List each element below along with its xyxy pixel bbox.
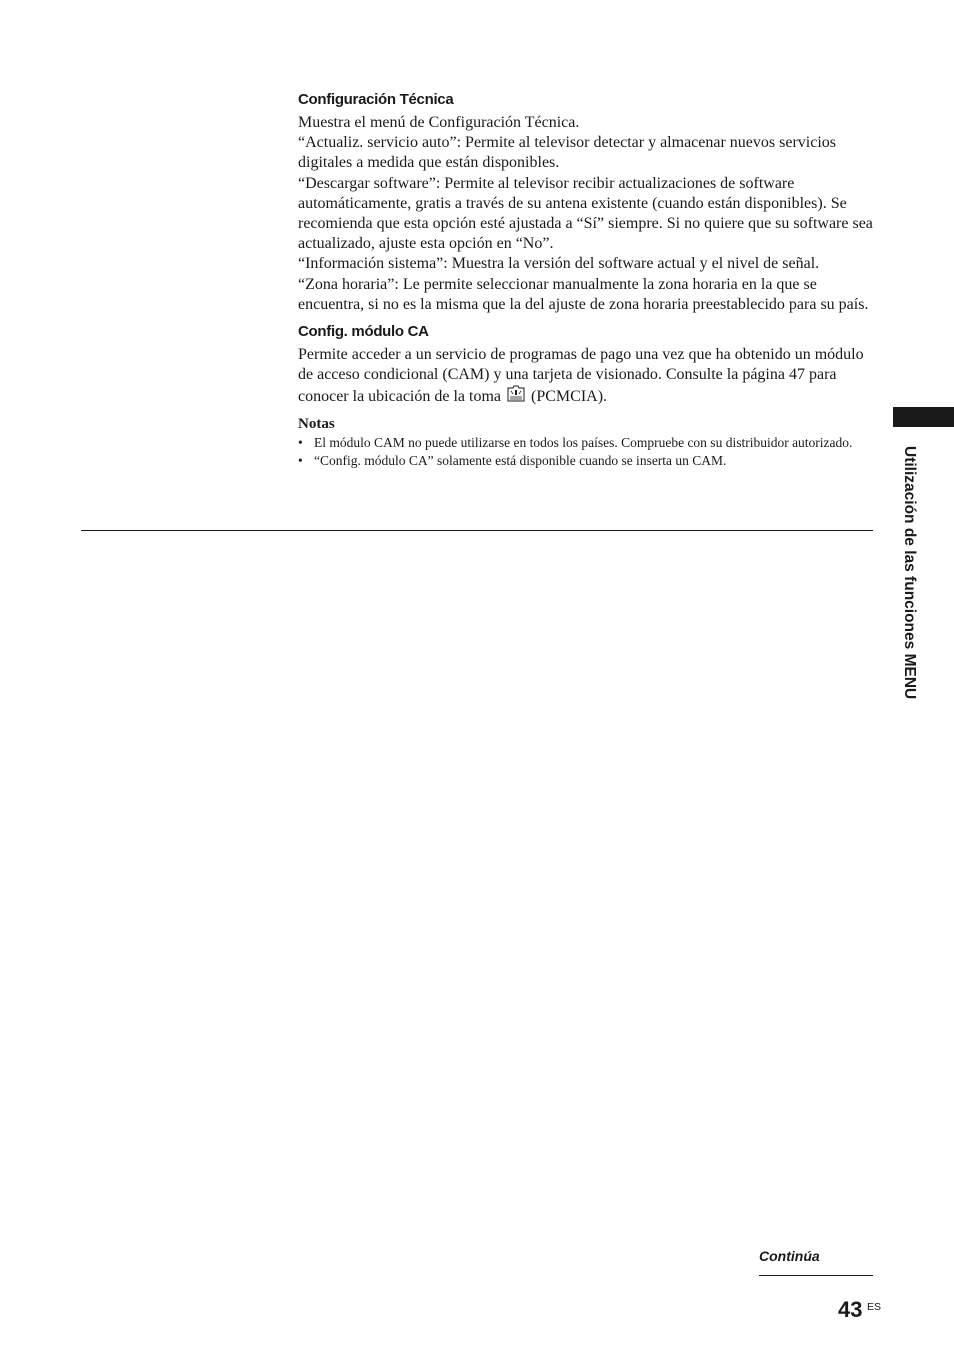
notes-title: Notas bbox=[298, 415, 335, 432]
notes-list bbox=[298, 434, 873, 470]
section-divider bbox=[81, 530, 873, 531]
page-number: 43 bbox=[838, 1297, 863, 1322]
paragraph-text: (PCMCIA). bbox=[531, 388, 608, 406]
paragraph: “Información sistema”: Muestra la versión del software actual y el nivel de señal. bbox=[298, 255, 820, 273]
paragraph-text: Permite acceder a un servicio de programas de pago una vez que ha obtenido un módulo de acceso condicional (CAM) y una tarjeta de visionado. Consulte la página 47 para conocer la ubicación de la toma bbox=[298, 346, 864, 406]
side-tab-marker bbox=[893, 407, 954, 427]
paragraph: “Actualiz. servicio auto”: Permite al televisor detectar y almacenar nuevos servicios digitales a medida que están disponibles. bbox=[298, 134, 836, 172]
continua-label: Continúa bbox=[759, 1248, 820, 1264]
footer-divider bbox=[759, 1275, 873, 1276]
side-tab-label: Utilización de las funciones MENU bbox=[901, 446, 918, 700]
language-code: ES bbox=[867, 1301, 882, 1313]
note-item: • El módulo CAM no puede utilizarse en todos los países. Compruebe con su distribuidor autorizado. bbox=[298, 434, 873, 452]
paragraph bbox=[298, 345, 873, 410]
paragraph: “Descargar software”: Permite al televisor recibir actualizaciones de software automáticamente, gratis a través de su antena existente (cuando están disponibles). Se recomienda que esta opción esté ajustada a “Sí” siempre. Si no quiere que su software sea actualizado, ajuste esta opción en “No”. bbox=[298, 174, 873, 253]
paragraph: “Zona horaria”: Le permite seleccionar manualmente la zona horaria en la que se encuentra, si no es la misma que la del ajuste de zona horaria preestablecido para su país. bbox=[298, 275, 869, 313]
pcmcia-slot-icon bbox=[505, 385, 527, 409]
note-item: • “Config. módulo CA” solamente está disponible cuando se inserta un CAM. bbox=[298, 452, 873, 470]
main-content bbox=[298, 90, 873, 470]
section-heading: Configuración Técnica bbox=[298, 91, 454, 108]
paragraph: Muestra el menú de Configuración Técnica. bbox=[298, 114, 580, 131]
section-heading: Config. módulo CA bbox=[298, 323, 429, 341]
section-config-modulo-ca bbox=[298, 322, 873, 470]
section-configuracion-tecnica bbox=[298, 90, 873, 315]
